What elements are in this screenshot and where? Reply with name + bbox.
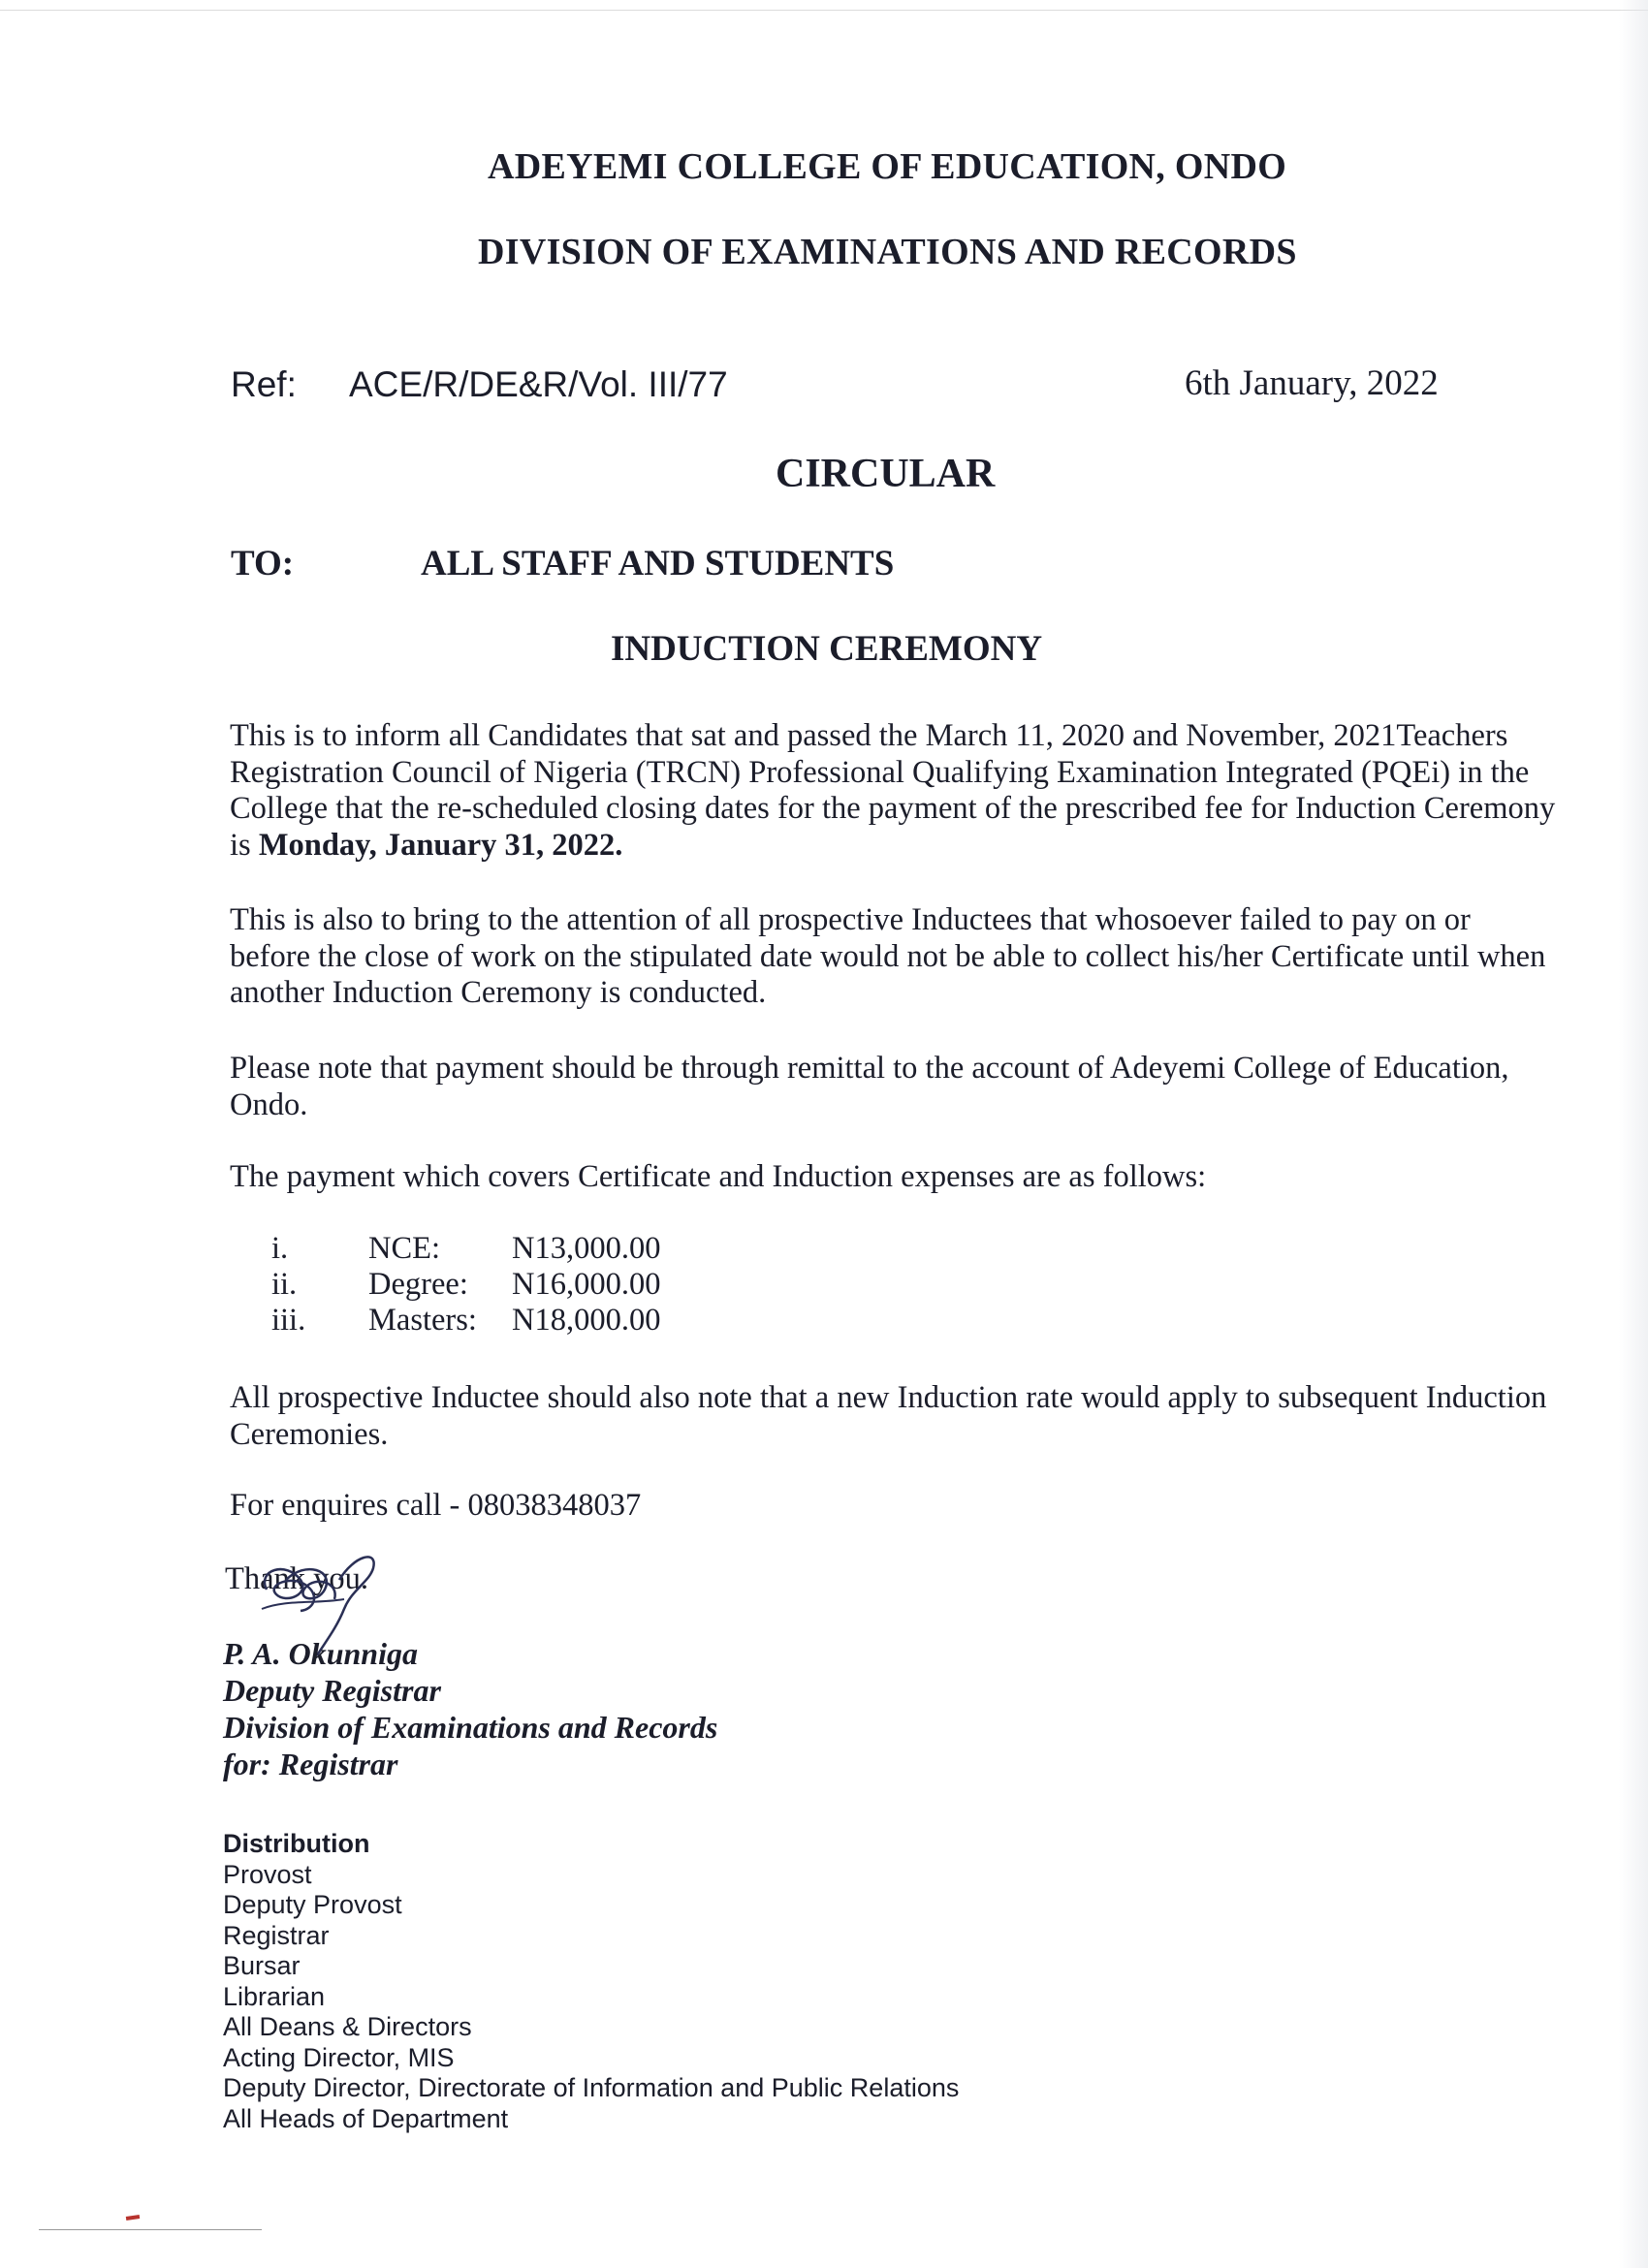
signatory-position: Deputy Registrar — [223, 1673, 441, 1708]
distribution-item: Deputy Director, Directorate of Information and Public Relations — [223, 2073, 960, 2102]
fee-amount: N18,000.00 — [512, 1303, 661, 1338]
signatory-name: P. A. Okunniga — [223, 1636, 418, 1671]
distribution-block — [223, 1829, 959, 2134]
distribution-item: Bursar — [223, 1951, 301, 1980]
fee-category: Masters: — [368, 1303, 477, 1338]
signatory-division: Division of Examinations and Records — [223, 1710, 718, 1745]
distribution-item: Registrar — [223, 1920, 330, 1950]
deadline-date: Monday, January 31, 2022. — [258, 827, 623, 863]
scan-shadow — [1619, 0, 1648, 2268]
paragraph-late-payment: This is also to bring to the attention of all prospective Inductees that whosoever failed to pay on or before the close of work on the stipulated date would not be able to collect his/her Certificate until when another Induction Ceremony is conducted. — [230, 902, 1546, 1010]
closing-thanks: Thank you. — [225, 1561, 369, 1596]
distribution-item: Acting Director, MIS — [223, 2042, 455, 2072]
paragraph-fees-intro: The payment which covers Certificate and Induction expenses are as follows: — [230, 1159, 1207, 1194]
division-name: DIVISION OF EXAMINATIONS AND RECORDS — [478, 232, 1297, 272]
addressee-label: TO: — [231, 544, 295, 583]
distribution-item: Provost — [223, 1859, 312, 1889]
subject-heading: INDUCTION CEREMONY — [611, 629, 1043, 669]
reference-label: Ref: — [231, 364, 297, 404]
fee-number: iii. — [271, 1303, 306, 1338]
fee-number: i. — [271, 1231, 289, 1266]
addressee-recipients: ALL STAFF AND STUDENTS — [421, 544, 895, 583]
distribution-item: Librarian — [223, 1981, 326, 2011]
paragraph-deadline — [230, 718, 1558, 864]
footer-ink-mark — [126, 2215, 140, 2221]
distribution-item: Deputy Provost — [223, 1890, 402, 1919]
paragraph-payment-method: Please note that payment should be through remittal to the account of Adeyemi College of Education, Ondo. — [230, 1051, 1509, 1122]
fee-number: ii. — [271, 1267, 298, 1302]
college-name: ADEYEMI COLLEGE OF EDUCATION, ONDO — [488, 146, 1287, 187]
paragraph-new-rate: All prospective Inductee should also note that a new Induction rate would apply to subsequent Induction Ceremonies. — [230, 1380, 1547, 1452]
footer-rule — [39, 2229, 262, 2230]
reference-number: ACE/R/DE&R/Vol. III/77 — [349, 364, 728, 404]
signatory-for: for: Registrar — [223, 1747, 398, 1781]
scan-edge-line — [0, 10, 1648, 11]
paragraph-deadline-text: This is to inform all Candidates that sat and passed the March 11, 2020 and November, 2021Teachers Registration Council of Nigeria (TRCN) Professional Qualifying Examination Integrated (PQEi) in the College that the re-scheduled closing dates for the payment of the prescribed fee for Induction Ceremony is — [230, 718, 1556, 863]
distribution-title: Distribution — [223, 1829, 370, 1858]
distribution-list — [223, 1860, 959, 2135]
fee-category: Degree: — [368, 1267, 468, 1302]
fee-category: NCE: — [368, 1231, 441, 1266]
circular-date: 6th January, 2022 — [1185, 363, 1439, 403]
document-title: CIRCULAR — [776, 452, 996, 496]
fee-amount: N13,000.00 — [512, 1231, 661, 1266]
paragraph-enquiries: For enquires call - 08038348037 — [230, 1488, 642, 1523]
fee-amount: N16,000.00 — [512, 1267, 661, 1302]
distribution-item: All Heads of Department — [223, 2103, 509, 2133]
distribution-item: All Deans & Directors — [223, 2012, 472, 2041]
